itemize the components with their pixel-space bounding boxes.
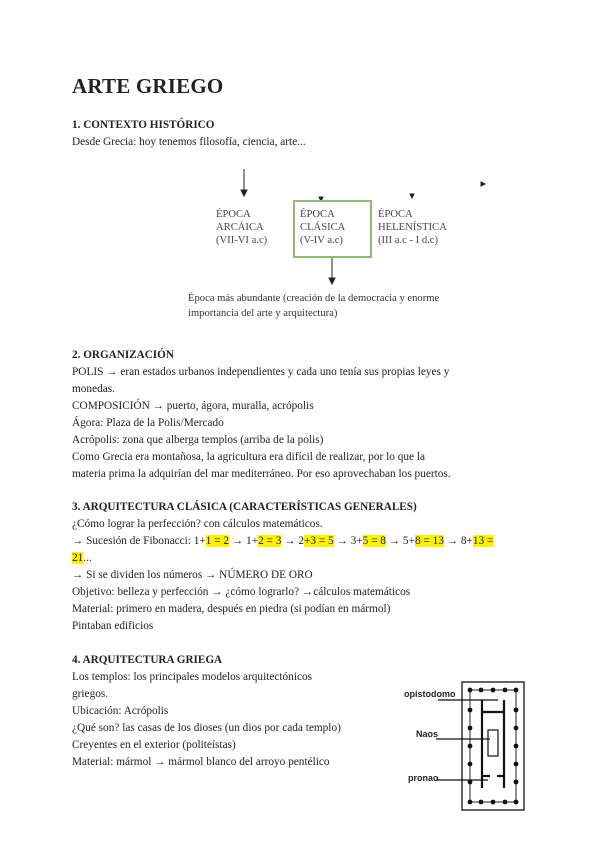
s2-line: POLIS → eran estados urbanos independientes y cada uno tenía sus propias leyes y <box>72 366 450 378</box>
epoch-helenistica <box>378 208 447 247</box>
section-4-heading: 4. ARQUITECTURA GRIEGA <box>72 654 223 666</box>
fib-text: → 2 <box>281 535 304 547</box>
epoch-clasica-l3: (V-IV a.c) <box>300 235 343 246</box>
fib-text: → Sucesión de Fibonacci: 1+ <box>72 535 206 547</box>
label-pronao: pronao <box>408 773 439 783</box>
s4-line: Material: mármol → mármol blanco del arroyo pentélico <box>72 756 330 768</box>
plan-colonnade <box>470 690 516 802</box>
epoch-clasica <box>300 208 345 247</box>
fib-highlight: 21 <box>72 552 84 564</box>
clasica-note-l1: Época más abundante (creación de la democracia y enorme <box>188 293 440 304</box>
arrowhead-arcaica <box>241 190 247 196</box>
fibonacci-line <box>72 533 493 550</box>
s2-line: Como Grecia era montañosa, la agricultura era difícil de realizar, por lo que la <box>72 451 426 463</box>
arrowhead-right <box>481 182 485 186</box>
s2-line: monedas. <box>72 383 115 395</box>
s2-line: Ágora: Plaza de la Polis/Mercado <box>72 417 224 429</box>
section-3-heading: 3. ARQUITECTURA CLÁSICA (CARACTERÍSTICAS GENERALES) <box>72 501 417 513</box>
s3-line: → Si se dividen los números → NÚMERO DE ORO <box>72 569 313 581</box>
fib-text: → 8+ <box>443 535 473 547</box>
plan-statue-base <box>488 730 498 756</box>
s3-line: Pintaban edificios <box>72 620 154 632</box>
section-2-heading: 2. ORGANIZACIÓN <box>72 349 174 361</box>
s2-line: materia prima la adquirían del mar mediterráneo. Por eso aprovechaban los puertos. <box>72 468 451 480</box>
s3-line: Material: primero en madera, después en piedra (si podían en mármol) <box>72 603 391 615</box>
epoch-arcaica-l2: ARCÁICA <box>216 222 264 233</box>
clasica-note <box>188 291 439 321</box>
label-naos: Naos <box>416 729 439 739</box>
page-title: ARTE GRIEGO <box>72 74 224 98</box>
fib-highlight: 2 = 3 <box>258 535 282 547</box>
fib-highlight: 1 = 2 <box>205 535 230 547</box>
fib-text: ... <box>83 552 92 564</box>
fib-highlight: 13 = <box>472 535 494 547</box>
s4-line: griegos. <box>72 688 109 700</box>
epoch-clasica-l1: ÉPOCA <box>300 209 335 220</box>
s4-line: Creyentes en el exterior (politeístas) <box>72 739 236 751</box>
s4-line: Los templos: los principales modelos arquitectónicos <box>72 671 313 683</box>
s3-line: Objetivo: belleza y perfección → ¿cómo lograrlo? →cálculos matemáticos <box>72 586 411 598</box>
epoch-helenistica-l2: HELENÍSTICA <box>378 222 447 233</box>
epoch-arcaica-l1: ÉPOCA <box>216 209 251 220</box>
epoch-helenistica-l3: (III a.c - I d.c) <box>378 235 438 246</box>
label-opistodomo: opistodomo <box>404 689 456 699</box>
fib-text: → 1+ <box>229 535 259 547</box>
temple-plan-drawing <box>398 680 538 812</box>
fib-highlight: 8 = 13 <box>414 535 444 547</box>
s4-line: ¿Qué son? las casas de los dioses (un dios por cada templo) <box>72 722 341 734</box>
plan-columns <box>468 688 519 805</box>
fib-highlight: 5 = 8 <box>362 535 386 547</box>
epoch-arcaica <box>216 208 267 247</box>
section-1-line: Desde Grecia: hoy tenemos filosofía, ciencia, arte... <box>72 136 306 148</box>
clasica-note-l2: importancia del arte y arquitectura) <box>188 308 338 319</box>
s3-line: ¿Cómo lograr la perfección? con cálculos matemáticos. <box>72 518 323 530</box>
arrowhead-helenistica <box>410 194 414 198</box>
fib-text: → 3+ <box>333 535 363 547</box>
plan-cella-walls <box>482 700 504 788</box>
fib-highlight: +3 = 5 <box>303 535 334 547</box>
fib-text: → 5+ <box>385 535 415 547</box>
epoch-helenistica-l1: ÉPOCA <box>378 209 413 220</box>
s2-line: Acrópolis: zona que alberga templos (arriba de la polis) <box>72 434 324 446</box>
section-1-heading: 1. CONTEXTO HISTÓRICO <box>72 119 215 131</box>
temple-floor-plan <box>398 680 538 812</box>
s4-line: Ubicación: Acrópolis <box>72 705 169 717</box>
arrowhead-note <box>329 278 335 284</box>
epoch-arcaica-l3: (VII-VI a.c) <box>216 235 268 246</box>
epoch-clasica-l2: CLÁSICA <box>300 222 346 233</box>
fibonacci-line-2 <box>72 550 92 567</box>
s2-line: COMPOSICIÓN → puerto, ágora, muralla, acrópolis <box>72 400 314 412</box>
